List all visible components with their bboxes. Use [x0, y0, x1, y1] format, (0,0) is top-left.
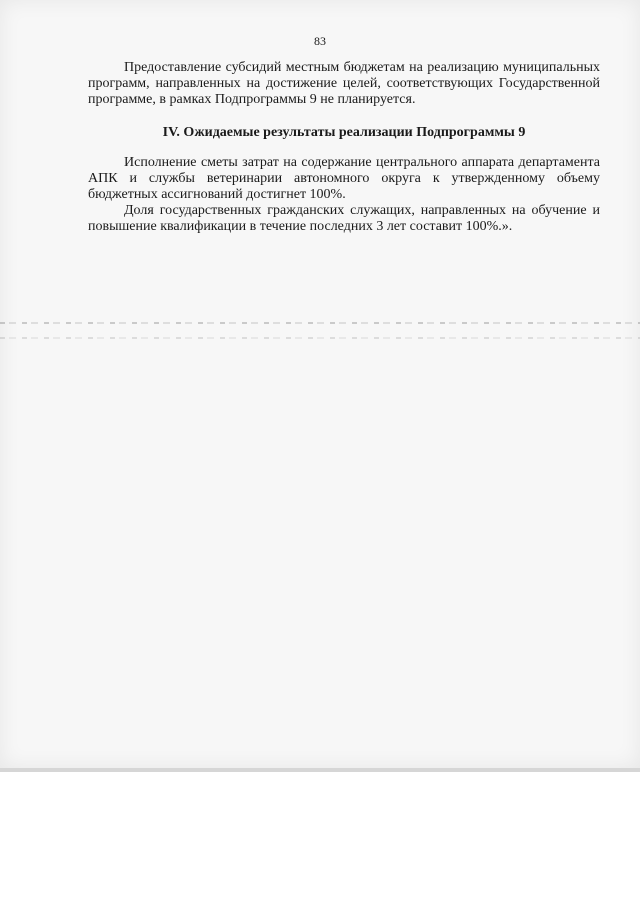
scan-artifact-line	[0, 322, 640, 324]
page-number: 83	[314, 34, 326, 48]
paragraph-subsidies: Предоставление субсидий местным бюджетам на реализацию муниципальных программ, направленных на достижение целей, соответствующих Государственной программе, в рамках Подпрограммы 9 не планируется.	[88, 60, 600, 107]
scan-artifact-line	[0, 337, 640, 339]
page-content	[88, 60, 600, 235]
paragraph-share: Доля государственных гражданских служащих, направленных на обучение и повышение квалификации в течение последних 3 лет составит 100%.».	[88, 203, 600, 234]
paragraph-execution: Исполнение сметы затрат на содержание центрального аппарата департамента АПК и службы ветеринарии автономного округа к утвержденному объему бюджетных ассигнований достигнет 100%.	[88, 155, 600, 202]
section-heading: IV. Ожидаемые результаты реализации Подпрограммы 9	[162, 125, 526, 140]
